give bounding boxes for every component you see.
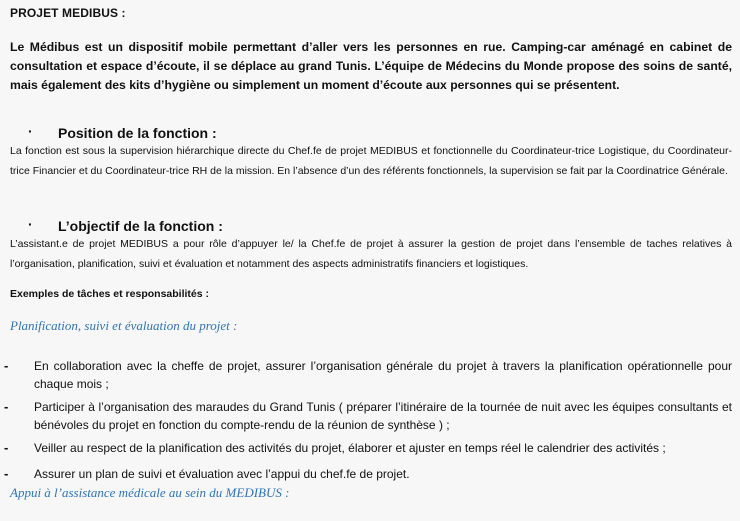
- subheading-assistance-medicale: Appui à l’assistance médicale au sein du MEDIBUS :: [10, 485, 290, 500]
- task-text: Assurer un plan de suivi et évaluation avec l’appui du chef.fe de projet.: [34, 467, 410, 481]
- task-text: Participer à l’organisation des maraudes du Grand Tunis ( préparer l’itinéraire de la tournée de nuit avec les équipes consultants et bénévoles du projet en fonction du compte-rendu de la réunion de synthèse ) ;: [34, 400, 732, 432]
- task-text: En collaboration avec la cheffe de projet, assurer l’organisation générale du projet à travers la planification opérationnelle pour chaque mois ;: [34, 359, 732, 391]
- section-heading: L’objectif de la fonction :: [58, 218, 223, 234]
- task-text: Veiller au respect de la planification des activités du projet, élaborer et ajuster en temps réel le calendrier des activités ;: [34, 441, 666, 455]
- dash-icon: -: [4, 399, 9, 414]
- project-title: PROJET MEDIBUS :: [10, 6, 126, 20]
- section-objective-heading: [0, 217, 740, 235]
- bullet-icon: ·: [28, 216, 33, 232]
- dash-icon: -: [4, 466, 9, 481]
- dash-icon: -: [4, 358, 9, 373]
- intro-paragraph: Le Médibus est un dispositif mobile permettant d’aller vers les personnes en rue. Camping-car aménagé en cabinet de consultation et espace d’écoute, il se déplace au grand Tunis. L’équipe de Médecins du Monde propose des soins de santé, mais également des kits d’hygiène ou simplement un moment d’écoute aux personnes qui se présentent.: [10, 40, 732, 92]
- bullet-icon: ·: [28, 123, 33, 139]
- section-position-text: La fonction est sous la supervision hiérarchique directe du Chef.fe de projet MEDIBUS et fonctionnelle du Coordinateur-trice Logistique, du Coordinateur-trice Financier et du Coordinateur-trice RH de la mission. En l’absence d’un des référents fonctionnels, la supervision se fait par la Coordinatrice Générale.: [10, 145, 732, 177]
- subheading-planification: Planification, suivi et évaluation du projet :: [10, 318, 238, 333]
- section-objective-text: L’assistant.e de projet MEDIBUS a pour rôle d’appuyer le/ la Chef.fe de projet à assurer la gestion de projet dans l’ensemble de taches relatives à l’organisation, planification, suivi et évaluation et notamment des aspects administratifs financiers et logistiques.: [10, 238, 732, 270]
- section-heading: Position de la fonction :: [58, 125, 217, 141]
- dash-icon: -: [4, 440, 9, 455]
- section-position-heading: [0, 124, 740, 142]
- examples-heading: Exemples de tâches et responsabilités :: [10, 288, 209, 300]
